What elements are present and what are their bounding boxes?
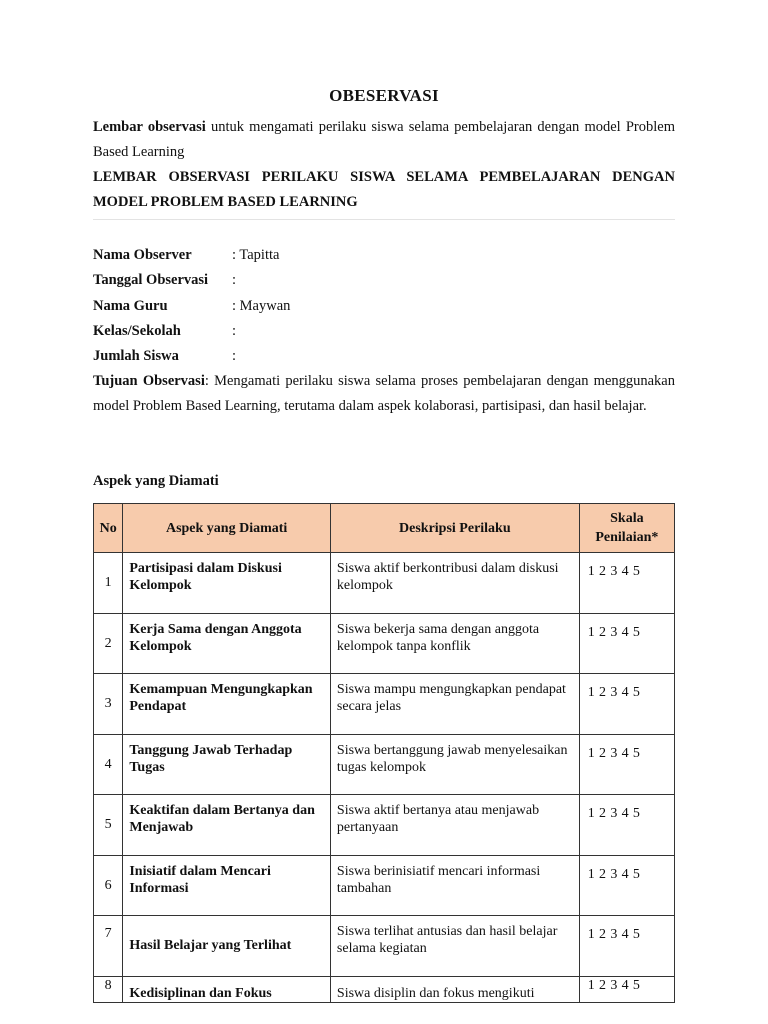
- tujuan-text: : Mengamati perilaku siswa selama proses pembelajaran dengan menggunakan model Problem Based Learning, terutama dalam aspek kolaborasi, partisipasi, dan hasil belajar.: [93, 373, 675, 415]
- header-deskripsi: Deskripsi Perilaku: [330, 504, 579, 553]
- table-row: [94, 553, 675, 614]
- info-row-jumlah: [93, 344, 675, 369]
- cell-aspek: Kerja Sama dengan Anggota Kelompok: [123, 613, 331, 674]
- observation-table: [93, 503, 675, 1003]
- cell-no: 4: [94, 734, 123, 795]
- cell-deskripsi: Siswa mampu mengungkapkan pendapat secara jelas: [330, 674, 579, 735]
- intro-text: untuk mengamati perilaku siswa selama pembelajaran dengan model Problem Based Learning: [93, 119, 675, 160]
- table-row: [94, 734, 675, 795]
- info-label: Nama Observer: [93, 247, 192, 263]
- cell-aspek: Partisipasi dalam Diskusi Kelompok: [123, 553, 331, 614]
- cell-deskripsi: Siswa aktif bertanya atau menjawab pertanyaan: [330, 795, 579, 856]
- aspek-section-title: Aspek yang Diamati: [93, 473, 219, 489]
- cell-aspek: Kedisiplinan dan Fokus: [123, 976, 331, 1002]
- cell-skala: 1 2 3 4 5: [579, 734, 674, 795]
- cell-no: 3: [94, 674, 123, 735]
- table-row: [94, 976, 675, 1002]
- info-value: :: [232, 348, 237, 365]
- cell-aspek: Inisiatif dalam Mencari Informasi: [123, 855, 331, 916]
- info-value: : Maywan: [232, 297, 291, 314]
- info-value: : Tapitta: [232, 247, 280, 263]
- info-value: :: [232, 322, 237, 339]
- cell-no: 7: [94, 916, 123, 977]
- header-no: No: [94, 504, 123, 553]
- info-row-kelas: [93, 319, 675, 344]
- tujuan-label: Tujuan Observasi: [93, 373, 205, 389]
- cell-deskripsi: Siswa bekerja sama dengan anggota kelompok tanpa konflik: [330, 613, 579, 674]
- cell-aspek: Tanggung Jawab Terhadap Tugas: [123, 734, 331, 795]
- cell-aspek: Hasil Belajar yang Terlihat: [123, 916, 331, 977]
- cell-deskripsi: Siswa aktif berkontribusi dalam diskusi kelompok: [330, 553, 579, 614]
- table-header-row: [94, 504, 675, 553]
- cell-skala: 1 2 3 4 5: [579, 855, 674, 916]
- info-value: :: [232, 272, 237, 289]
- info-label: Jumlah Siswa: [93, 348, 179, 365]
- info-row-observer: [93, 243, 675, 268]
- cell-deskripsi: Siswa berinisiatif mencari informasi tambahan: [330, 855, 579, 916]
- cell-skala: 1 2 3 4 5: [579, 916, 674, 977]
- cell-no: 5: [94, 795, 123, 856]
- tujuan-paragraph: [93, 369, 675, 420]
- cell-skala: 1 2 3 4 5: [579, 553, 674, 614]
- info-row-guru: [93, 294, 675, 319]
- cell-aspek: Keaktifan dalam Bertanya dan Menjawab: [123, 795, 331, 856]
- sheet-heading: LEMBAR OBSERVASI PERILAKU SISWA SELAMA PEMBELAJARAN DENGAN MODEL PROBLEM BASED LEARNING: [93, 169, 675, 210]
- table-row: [94, 916, 675, 977]
- divider: [93, 219, 675, 220]
- cell-no: 1: [94, 553, 123, 614]
- document-title: OBESERVASI: [329, 86, 439, 105]
- cell-no: 8: [94, 976, 123, 1002]
- table-row: [94, 613, 675, 674]
- header-skala: Skala Penilaian*: [579, 504, 674, 553]
- cell-no: 6: [94, 855, 123, 916]
- cell-deskripsi: Siswa terlihat antusias dan hasil belajar selama kegiatan: [330, 916, 579, 977]
- cell-skala: 1 2 3 4 5: [579, 613, 674, 674]
- table-row: [94, 795, 675, 856]
- observer-info: [93, 243, 675, 369]
- info-label: Nama Guru: [93, 297, 168, 314]
- cell-no: 2: [94, 613, 123, 674]
- info-label: Kelas/Sekolah: [93, 322, 181, 339]
- header-aspek: Aspek yang Diamati: [123, 504, 331, 553]
- cell-skala: 1 2 3 4 5: [579, 795, 674, 856]
- info-label: Tanggal Observasi: [93, 272, 209, 289]
- cell-deskripsi: Siswa bertanggung jawab menyelesaikan tugas kelompok: [330, 734, 579, 795]
- cell-deskripsi: Siswa disiplin dan fokus mengikuti: [330, 976, 579, 1002]
- info-row-tanggal: [93, 268, 675, 293]
- table-row: [94, 855, 675, 916]
- cell-skala: 1 2 3 4 5: [579, 976, 674, 1002]
- table-row: [94, 674, 675, 735]
- intro-bold-lead: Lembar observasi: [93, 119, 206, 135]
- cell-skala: 1 2 3 4 5: [579, 674, 674, 735]
- intro-paragraph: [93, 115, 675, 165]
- cell-aspek: Kemampuan Mengungkapkan Pendapat: [123, 674, 331, 735]
